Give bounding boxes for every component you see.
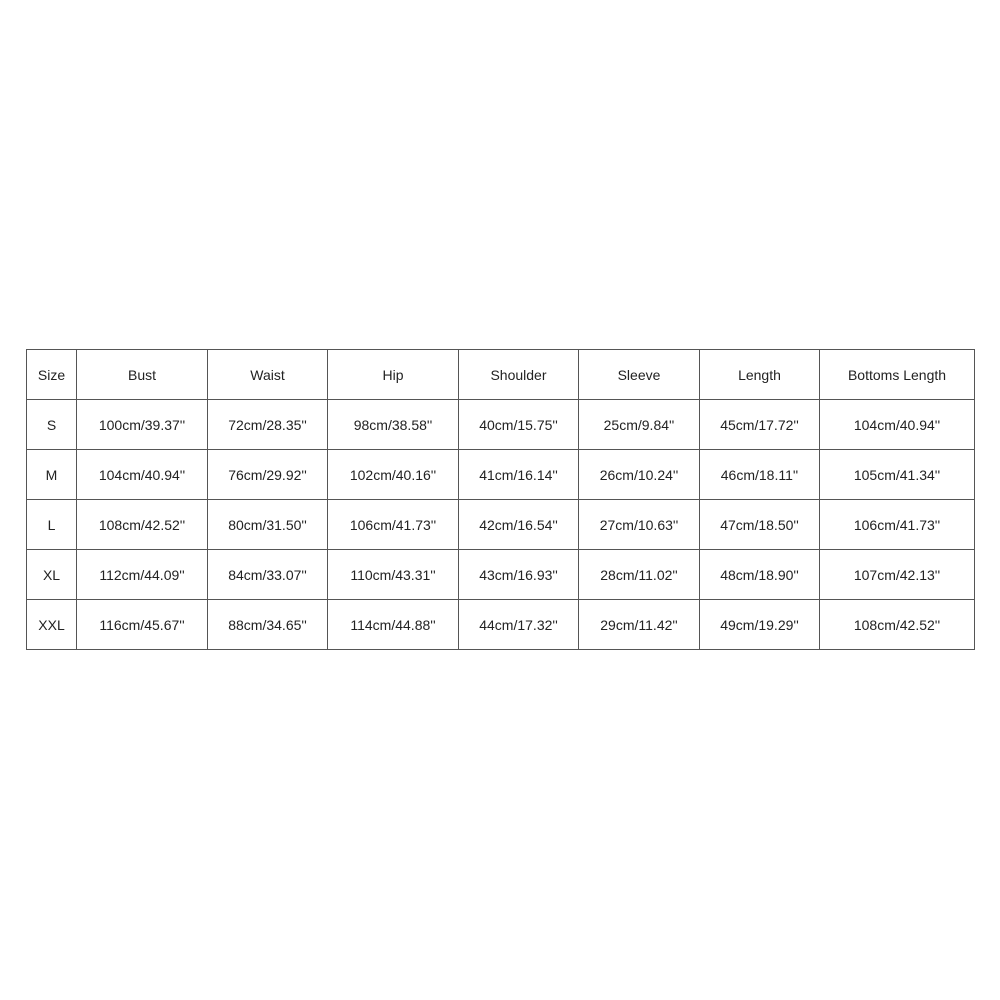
header-waist: Waist — [208, 350, 328, 400]
header-size: Size — [27, 350, 77, 400]
bust-cell: 108cm/42.52'' — [77, 500, 208, 550]
hip-cell: 110cm/43.31'' — [328, 550, 459, 600]
header-bust: Bust — [77, 350, 208, 400]
sleeve-cell: 28cm/11.02'' — [579, 550, 700, 600]
shoulder-cell: 40cm/15.75'' — [459, 400, 579, 450]
bottoms-length-cell: 107cm/42.13'' — [820, 550, 975, 600]
hip-cell: 98cm/38.58'' — [328, 400, 459, 450]
waist-cell: 72cm/28.35'' — [208, 400, 328, 450]
shoulder-cell: 41cm/16.14'' — [459, 450, 579, 500]
table-row — [27, 550, 975, 600]
waist-cell: 84cm/33.07'' — [208, 550, 328, 600]
bust-cell: 112cm/44.09'' — [77, 550, 208, 600]
shoulder-cell: 43cm/16.93'' — [459, 550, 579, 600]
size-cell: XXL — [27, 600, 77, 650]
size-chart-table — [26, 349, 975, 650]
header-sleeve: Sleeve — [579, 350, 700, 400]
bust-cell: 116cm/45.67'' — [77, 600, 208, 650]
length-cell: 49cm/19.29'' — [700, 600, 820, 650]
length-cell: 48cm/18.90'' — [700, 550, 820, 600]
table-row — [27, 600, 975, 650]
size-cell: S — [27, 400, 77, 450]
sleeve-cell: 26cm/10.24'' — [579, 450, 700, 500]
size-cell: M — [27, 450, 77, 500]
shoulder-cell: 42cm/16.54'' — [459, 500, 579, 550]
length-cell: 45cm/17.72'' — [700, 400, 820, 450]
waist-cell: 76cm/29.92'' — [208, 450, 328, 500]
hip-cell: 102cm/40.16'' — [328, 450, 459, 500]
bust-cell: 104cm/40.94'' — [77, 450, 208, 500]
table-row — [27, 450, 975, 500]
bust-cell: 100cm/39.37'' — [77, 400, 208, 450]
header-row — [27, 350, 975, 400]
sleeve-cell: 27cm/10.63'' — [579, 500, 700, 550]
bottoms-length-cell: 108cm/42.52'' — [820, 600, 975, 650]
table-row — [27, 500, 975, 550]
size-cell: XL — [27, 550, 77, 600]
length-cell: 46cm/18.11'' — [700, 450, 820, 500]
bottoms-length-cell: 106cm/41.73'' — [820, 500, 975, 550]
waist-cell: 80cm/31.50'' — [208, 500, 328, 550]
size-cell: L — [27, 500, 77, 550]
table-row — [27, 400, 975, 450]
bottoms-length-cell: 104cm/40.94'' — [820, 400, 975, 450]
header-shoulder: Shoulder — [459, 350, 579, 400]
header-hip: Hip — [328, 350, 459, 400]
header-bottoms-length: Bottoms Length — [820, 350, 975, 400]
bottoms-length-cell: 105cm/41.34'' — [820, 450, 975, 500]
waist-cell: 88cm/34.65'' — [208, 600, 328, 650]
hip-cell: 114cm/44.88'' — [328, 600, 459, 650]
sleeve-cell: 29cm/11.42'' — [579, 600, 700, 650]
length-cell: 47cm/18.50'' — [700, 500, 820, 550]
sleeve-cell: 25cm/9.84'' — [579, 400, 700, 450]
hip-cell: 106cm/41.73'' — [328, 500, 459, 550]
header-length: Length — [700, 350, 820, 400]
shoulder-cell: 44cm/17.32'' — [459, 600, 579, 650]
